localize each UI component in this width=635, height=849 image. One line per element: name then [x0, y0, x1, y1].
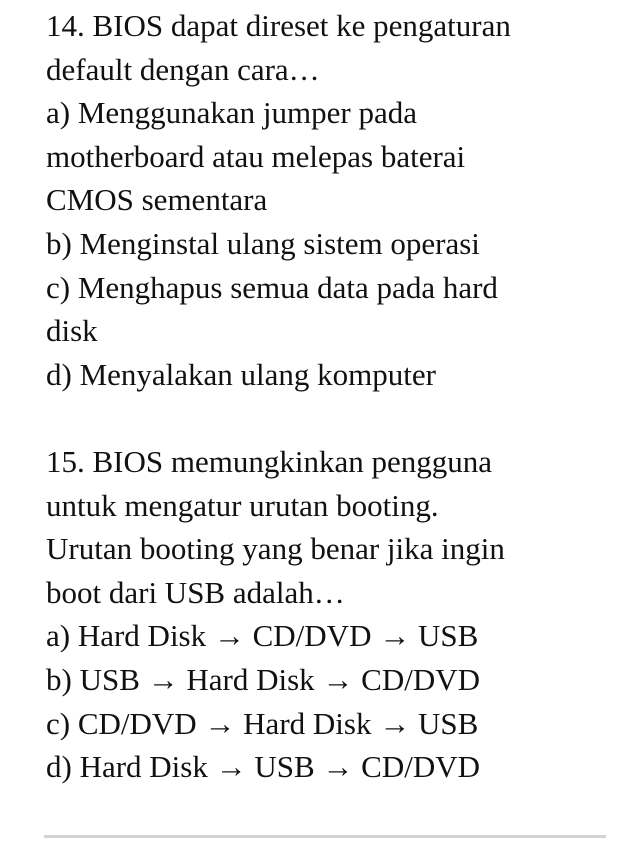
- question-14-option-b-line-1: b) Menginstal ulang sistem operasi: [46, 225, 480, 261]
- question-14-option-a-line-3: CMOS sementara: [46, 182, 268, 218]
- question-15-stem-line-2: untuk mengatur urutan booting.: [46, 487, 439, 523]
- question-15-option-a-line-1: a) Hard Disk → CD/DVD → USB: [46, 618, 479, 654]
- question-15-stem-line-4: boot dari USB adalah…: [46, 574, 345, 610]
- question-14: [46, 4, 606, 396]
- quiz-content: [46, 4, 606, 789]
- bottom-divider: [44, 835, 606, 838]
- question-15-option-c: [46, 702, 606, 746]
- question-14-option-a-line-2: motherboard atau melepas baterai: [46, 138, 466, 174]
- question-14-option-d-line-1: d) Menyalakan ulang komputer: [46, 356, 436, 392]
- question-15-option-b: [46, 658, 606, 702]
- question-14-option-a-line-1: a) Menggunakan jumper pada: [46, 95, 418, 131]
- question-15-option-b-line-1: b) USB → Hard Disk → CD/DVD: [46, 661, 480, 697]
- question-14-option-c: [46, 266, 606, 353]
- question-14-option-c-line-2: disk: [46, 313, 98, 349]
- question-15-option-d-line-1: d) Hard Disk → USB → CD/DVD: [46, 749, 480, 785]
- question-14-option-c-line-1: c) Menghapus semua data pada hard: [46, 269, 498, 305]
- question-15-option-c-line-1: c) CD/DVD → Hard Disk → USB: [46, 705, 479, 741]
- question-14-option-b: [46, 222, 606, 266]
- question-15: [46, 440, 606, 789]
- question-14-stem-line-1: 14. BIOS dapat direset ke pengaturan: [46, 8, 511, 43]
- question-15-stem-line-3: Urutan booting yang benar jika ingin: [46, 531, 505, 567]
- question-14-option-d: [46, 353, 606, 397]
- question-15-option-d: [46, 745, 606, 789]
- question-15-stem-line-1: 15. BIOS memungkinkan pengguna: [46, 443, 493, 479]
- question-14-option-a: [46, 91, 606, 222]
- question-14-stem-line-2: default dengan cara…: [46, 51, 320, 87]
- question-15-option-a: [46, 614, 606, 658]
